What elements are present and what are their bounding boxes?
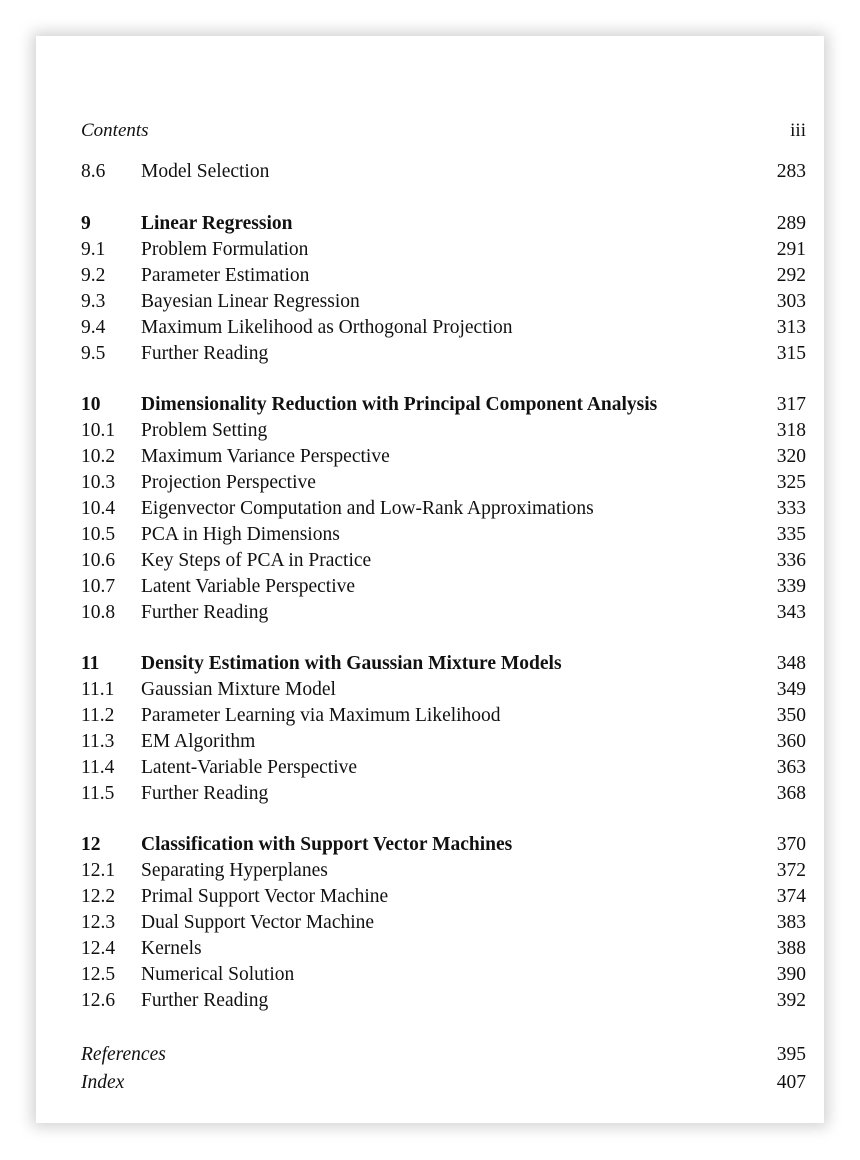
- entry-page-number: 313: [776, 317, 806, 338]
- toc-section-entry[interactable]: [81, 938, 806, 964]
- entry-page-number: 289: [776, 213, 806, 234]
- entry-title: Projection Perspective: [141, 472, 316, 493]
- entry-page-number: 335: [776, 524, 806, 545]
- entry-page-number: 363: [776, 757, 806, 778]
- entry-number: 9.4: [81, 317, 106, 338]
- entry-number: 12.4: [81, 938, 116, 959]
- entry-title: Eigenvector Computation and Low-Rank Approximations: [141, 498, 594, 519]
- entry-number: 11.5: [81, 783, 115, 804]
- entry-number: 10.5: [81, 524, 116, 545]
- entry-page-number: 318: [776, 420, 806, 441]
- entry-number: 10.7: [81, 576, 116, 597]
- entry-title: Dimensionality Reduction with Principal Component Analysis: [141, 394, 658, 415]
- entry-number: 11.3: [81, 731, 115, 752]
- entry-number: 12.6: [81, 990, 116, 1011]
- entry-title: Further Reading: [141, 602, 269, 623]
- toc-section-entry[interactable]: [81, 783, 806, 809]
- toc-backmatter-entry[interactable]: [81, 1044, 806, 1070]
- entry-title: Model Selection: [141, 161, 270, 182]
- entry-page-number: 407: [776, 1072, 806, 1093]
- entry-number: 10.1: [81, 420, 116, 441]
- entry-page-number: 370: [776, 834, 806, 855]
- entry-title: Linear Regression: [141, 213, 293, 234]
- toc-section-entry[interactable]: [81, 472, 806, 498]
- document-page: [36, 36, 824, 1123]
- entry-title: Separating Hyperplanes: [141, 860, 328, 881]
- toc-section-entry[interactable]: [81, 602, 806, 628]
- entry-number: 9.3: [81, 291, 106, 312]
- toc-section-entry[interactable]: [81, 679, 806, 705]
- entry-number: 12.1: [81, 860, 116, 881]
- entry-title: Kernels: [141, 938, 202, 959]
- entry-number: 10.8: [81, 602, 116, 623]
- toc-section-entry[interactable]: [81, 161, 806, 187]
- entry-page-number: 333: [776, 498, 806, 519]
- entry-page-number: 339: [776, 576, 806, 597]
- entry-page-number: 392: [776, 990, 806, 1011]
- toc-section-entry[interactable]: [81, 860, 806, 886]
- entry-title: Classification with Support Vector Machines: [141, 834, 513, 855]
- entry-page-number: 372: [776, 860, 806, 881]
- toc-section-entry[interactable]: [81, 498, 806, 524]
- toc-chapter-entry[interactable]: [81, 213, 806, 239]
- entry-number: 10.3: [81, 472, 116, 493]
- toc-chapter-entry[interactable]: [81, 834, 806, 860]
- entry-page-number: 343: [776, 602, 806, 623]
- entry-title: Latent Variable Perspective: [141, 576, 356, 597]
- header-page-number: iii: [790, 120, 806, 141]
- entry-title: Problem Formulation: [141, 239, 309, 260]
- entry-title: Further Reading: [141, 783, 269, 804]
- entry-number: 9.1: [81, 239, 106, 260]
- toc-section-entry[interactable]: [81, 886, 806, 912]
- entry-number: 11.4: [81, 757, 115, 778]
- entry-page-number: 390: [776, 964, 806, 985]
- entry-number: 11.1: [81, 679, 115, 700]
- entry-title: Bayesian Linear Regression: [141, 291, 360, 312]
- entry-number: 10.2: [81, 446, 116, 467]
- toc-section-entry[interactable]: [81, 420, 806, 446]
- entry-title: Gaussian Mixture Model: [141, 679, 336, 700]
- entry-number: 10: [81, 394, 101, 415]
- entry-title: Dual Support Vector Machine: [141, 912, 375, 933]
- toc-section-entry[interactable]: [81, 239, 806, 265]
- entry-title: Numerical Solution: [141, 964, 295, 985]
- entry-number: 12.3: [81, 912, 116, 933]
- entry-page-number: 383: [776, 912, 806, 933]
- toc-section-entry[interactable]: [81, 524, 806, 550]
- toc-section-entry[interactable]: [81, 343, 806, 369]
- entry-number: 12.2: [81, 886, 116, 907]
- entry-number: 10.4: [81, 498, 116, 519]
- entry-number: 11.2: [81, 705, 115, 726]
- entry-number: 9.2: [81, 265, 106, 286]
- toc-section-entry[interactable]: [81, 705, 806, 731]
- entry-title: Density Estimation with Gaussian Mixture Models: [141, 653, 562, 674]
- header-title: Contents: [81, 120, 149, 141]
- entry-page-number: 395: [776, 1044, 806, 1065]
- entry-title: Parameter Learning via Maximum Likelihood: [141, 705, 501, 726]
- entry-title: Primal Support Vector Machine: [141, 886, 389, 907]
- toc-chapter-entry[interactable]: [81, 394, 806, 420]
- entry-title: Latent-Variable Perspective: [141, 757, 358, 778]
- entry-title: Problem Setting: [141, 420, 268, 441]
- entry-page-number: 336: [776, 550, 806, 571]
- entry-page-number: 349: [776, 679, 806, 700]
- entry-page-number: 303: [776, 291, 806, 312]
- toc-backmatter-entry[interactable]: [81, 1072, 806, 1098]
- entry-page-number: 320: [776, 446, 806, 467]
- entry-title: Further Reading: [141, 990, 269, 1011]
- entry-page-number: 350: [776, 705, 806, 726]
- entry-page-number: 360: [776, 731, 806, 752]
- entry-number: 12: [81, 834, 101, 855]
- toc-section-entry[interactable]: [81, 731, 806, 757]
- entry-number: 12.5: [81, 964, 116, 985]
- entry-number: 10.6: [81, 550, 116, 571]
- toc-section-entry[interactable]: [81, 912, 806, 938]
- toc-section-entry[interactable]: [81, 964, 806, 990]
- entry-title: Index: [81, 1072, 125, 1093]
- entry-title: EM Algorithm: [141, 731, 256, 752]
- entry-number: 9: [81, 213, 91, 234]
- entry-page-number: 317: [776, 394, 806, 415]
- toc-section-entry[interactable]: [81, 317, 806, 343]
- toc-section-entry[interactable]: [81, 291, 806, 317]
- entry-title: Maximum Likelihood as Orthogonal Projection: [141, 317, 513, 338]
- entry-page-number: 388: [776, 938, 806, 959]
- entry-page-number: 315: [776, 343, 806, 364]
- running-header: [81, 120, 806, 142]
- entry-title: Parameter Estimation: [141, 265, 310, 286]
- entry-number: 8.6: [81, 161, 106, 182]
- toc-section-entry[interactable]: [81, 446, 806, 472]
- entry-number: 11: [81, 653, 100, 674]
- entry-page-number: 283: [776, 161, 806, 182]
- entry-page-number: 374: [776, 886, 806, 907]
- entry-title: References: [81, 1044, 166, 1065]
- entry-page-number: 325: [776, 472, 806, 493]
- toc-section-entry[interactable]: [81, 265, 806, 291]
- toc-section-entry[interactable]: [81, 757, 806, 783]
- toc-chapter-entry[interactable]: [81, 653, 806, 679]
- entry-number: 9.5: [81, 343, 106, 364]
- entry-page-number: 368: [776, 783, 806, 804]
- entry-title: Maximum Variance Perspective: [141, 446, 390, 467]
- entry-page-number: 348: [776, 653, 806, 674]
- toc-section-entry[interactable]: [81, 990, 806, 1016]
- entry-page-number: 292: [776, 265, 806, 286]
- entry-title: Key Steps of PCA in Practice: [141, 550, 372, 571]
- entry-title: PCA in High Dimensions: [141, 524, 340, 545]
- entry-title: Further Reading: [141, 343, 269, 364]
- toc-section-entry[interactable]: [81, 576, 806, 602]
- entry-page-number: 291: [776, 239, 806, 260]
- toc-section-entry[interactable]: [81, 550, 806, 576]
